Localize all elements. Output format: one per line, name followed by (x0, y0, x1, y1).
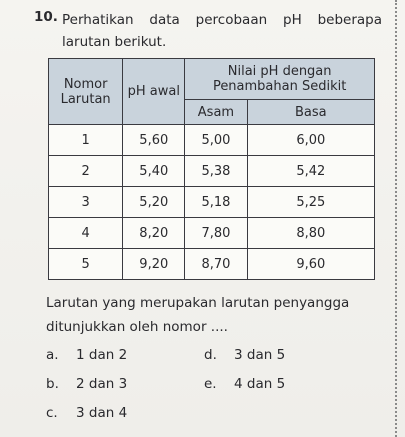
cell-nomor: 4 (49, 218, 123, 249)
option-text: 3 dan 4 (76, 405, 128, 421)
cell-nomor: 3 (49, 187, 123, 218)
option-c[interactable] (46, 403, 127, 423)
cell-nomor: 1 (49, 125, 123, 156)
cell-nomor: 5 (49, 249, 123, 280)
option-text: 1 dan 2 (76, 347, 128, 363)
cell-ph-awal: 8,20 (123, 218, 185, 249)
cell-asam: 5,00 (185, 125, 247, 156)
cell-basa: 8,80 (247, 218, 374, 249)
header-ph-awal: pH awal (123, 59, 185, 125)
option-letter: d. (204, 347, 217, 363)
cell-nomor: 2 (49, 156, 123, 187)
cell-ph-awal: 5,20 (123, 187, 185, 218)
cell-basa: 5,42 (247, 156, 374, 187)
cell-ph-awal: 9,20 (123, 249, 185, 280)
table-row (49, 156, 375, 187)
option-d[interactable] (204, 345, 285, 365)
cell-asam: 8,70 (185, 249, 247, 280)
header-basa: Basa (247, 100, 374, 125)
cell-asam: 5,38 (185, 156, 247, 187)
cell-ph-awal: 5,40 (123, 156, 185, 187)
dotted-margin-rule (395, 0, 397, 437)
option-text: 4 dan 5 (234, 376, 286, 392)
cell-basa: 5,25 (247, 187, 374, 218)
option-text: 3 dan 5 (234, 347, 286, 363)
header-nilai-ph-group: Nilai pH dengan Penambahan Sedikit (185, 59, 375, 100)
option-letter: c. (46, 405, 58, 421)
cell-basa: 6,00 (247, 125, 374, 156)
header-nomor-larutan: Nomor Larutan (49, 59, 123, 125)
option-a[interactable] (46, 345, 127, 365)
option-text: 2 dan 3 (76, 376, 128, 392)
header-asam: Asam (185, 100, 247, 125)
cell-asam: 7,80 (185, 218, 247, 249)
question-number: 10. (34, 9, 58, 25)
table-row (49, 187, 375, 218)
question-stem: Larutan yang merupakan larutan penyangga ditunjukkan oleh nomor .... (46, 295, 350, 335)
table-row (49, 218, 375, 249)
option-letter: a. (46, 347, 59, 363)
option-letter: b. (46, 376, 59, 392)
table-row (49, 249, 375, 280)
cell-basa: 9,60 (247, 249, 374, 280)
table-row (49, 125, 375, 156)
question-text: Perhatikan data percobaan pH beberapa larutan berikut. (62, 12, 382, 50)
option-letter: e. (204, 376, 217, 392)
cell-asam: 5,18 (185, 187, 247, 218)
data-table (48, 58, 375, 278)
option-b[interactable] (46, 374, 127, 394)
option-e[interactable] (204, 374, 285, 394)
cell-ph-awal: 5,60 (123, 125, 185, 156)
